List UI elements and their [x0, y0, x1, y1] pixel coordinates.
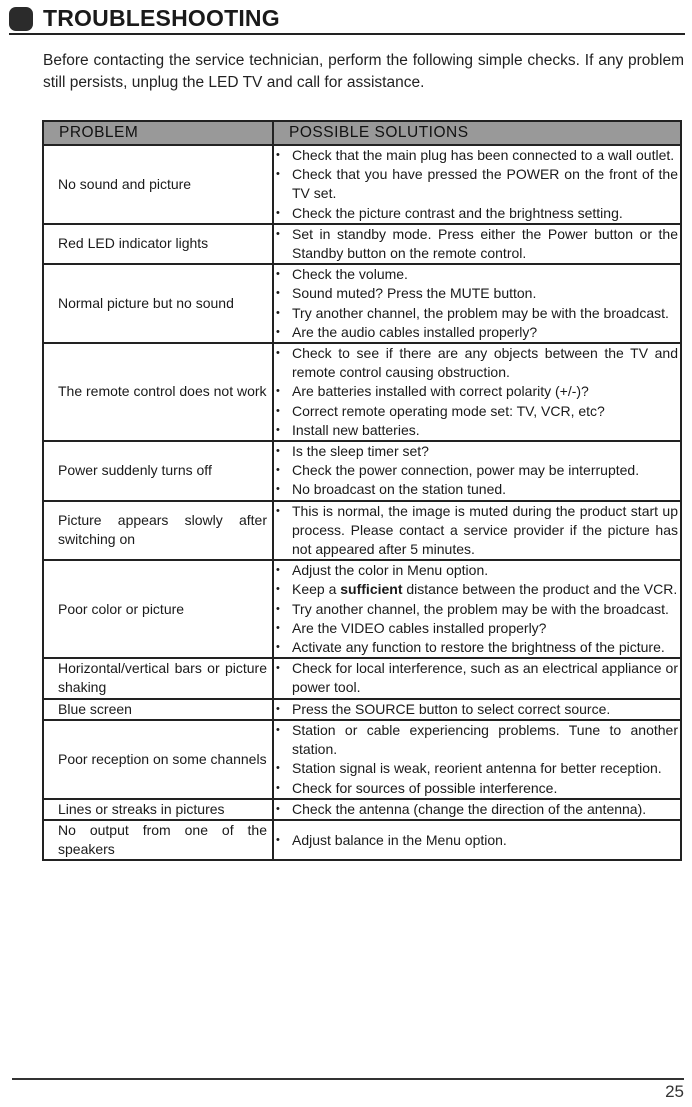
section-bullet-icon: [9, 7, 33, 31]
solution-item: • Correct remote operating mode set: TV, VCR, etc?: [276, 402, 678, 421]
table-body: [43, 145, 681, 860]
solutions-cell: [273, 501, 681, 561]
table-row: [43, 560, 681, 658]
solutions-cell: [273, 145, 681, 224]
solutions-cell: [273, 820, 681, 860]
solution-item: • Is the sleep timer set?: [276, 442, 678, 461]
page-number: 25: [665, 1082, 684, 1101]
solution-item: • Are the VIDEO cables installed properly?: [276, 619, 678, 638]
table-header-row: [43, 121, 681, 145]
solutions-cell: [273, 699, 681, 720]
solution-item: • Are batteries installed with correct polarity (+/-)?: [276, 382, 678, 401]
footer-rule: [12, 1078, 684, 1080]
solution-item: • Station or cable experiencing problems. Tune to another station.: [276, 721, 678, 759]
solution-item: • Adjust the color in Menu option.: [276, 561, 678, 580]
solution-item: • Check for local interference, such as an electrical appliance or power tool.: [276, 659, 678, 697]
solution-item: • Check to see if there are any objects between the TV and remote control causing obstruction.: [276, 344, 678, 382]
solutions-cell: [273, 720, 681, 799]
problem-cell: Red LED indicator lights: [43, 224, 273, 264]
table-row: [43, 224, 681, 264]
solution-item: • No broadcast on the station tuned.: [276, 480, 678, 499]
table-row: [43, 501, 681, 561]
solutions-cell: [273, 343, 681, 441]
problem-cell: Normal picture but no sound: [43, 264, 273, 343]
solution-item: • Check for sources of possible interference.: [276, 779, 678, 798]
solution-item: • Check the volume.: [276, 265, 678, 284]
solution-item: • Set in standby mode. Press either the Power button or the Standby button on the remote control.: [276, 225, 678, 263]
solution-item: • Try another channel, the problem may be with the broadcast.: [276, 304, 678, 323]
solutions-cell: [273, 560, 681, 658]
solution-emphasis: sufficient: [340, 581, 403, 598]
solutions-cell: [273, 264, 681, 343]
intro-paragraph: Before contacting the service technician, perform the following simple checks. If any problem still persists, unplug the LED TV and call for assistance.: [43, 52, 684, 91]
solution-item: • Are the audio cables installed properly?: [276, 323, 678, 342]
solution-item: • Check that the main plug has been connected to a wall outlet.: [276, 146, 678, 165]
solution-item: • Sound muted? Press the MUTE button.: [276, 284, 678, 303]
solutions-cell: [273, 224, 681, 264]
problem-cell: Power suddenly turns off: [43, 441, 273, 501]
solutions-list: [276, 146, 678, 223]
solutions-cell: [273, 441, 681, 501]
solution-item: • Install new batteries.: [276, 421, 678, 440]
table-row: [43, 264, 681, 343]
table-row: [43, 799, 681, 820]
solutions-list: [276, 800, 678, 819]
section-header: [9, 3, 685, 33]
troubleshooting-table: [42, 120, 682, 861]
problem-cell: Poor color or picture: [43, 560, 273, 658]
table-row: [43, 699, 681, 720]
solutions-list: [276, 502, 678, 560]
solution-item: • This is normal, the image is muted during the product start up process. Please contact a service provider if the picture has not appeared after 5 minutes.: [276, 502, 678, 560]
title-underline: [9, 33, 685, 35]
table-row: [43, 441, 681, 501]
solutions-cell: [273, 799, 681, 820]
table-row: [43, 820, 681, 860]
problem-cell: No output from one of the speakers: [43, 820, 273, 860]
solutions-cell: [273, 658, 681, 698]
solutions-list: [276, 265, 678, 342]
problem-cell: Picture appears slowly after switching on: [43, 501, 273, 561]
solution-item: • Check the power connection, power may be interrupted.: [276, 461, 678, 480]
solution-item: • Check the picture contrast and the brightness setting.: [276, 204, 678, 223]
problem-cell: Lines or streaks in pictures: [43, 799, 273, 820]
solution-item: • Press the SOURCE button to select correct source.: [276, 700, 678, 719]
page-title: TROUBLESHOOTING: [43, 5, 280, 31]
solutions-list: [276, 721, 678, 798]
solution-item: • Adjust balance in the Menu option.: [276, 831, 678, 850]
solution-item: [276, 580, 678, 599]
problem-cell: No sound and picture: [43, 145, 273, 224]
solutions-list: [276, 561, 678, 657]
column-header-solutions: POSSIBLE SOLUTIONS: [273, 121, 681, 145]
solutions-list: [276, 700, 678, 719]
column-header-problem: PROBLEM: [43, 121, 273, 145]
solution-item: • Try another channel, the problem may be with the broadcast.: [276, 600, 678, 619]
solution-text: distance between the product and the VCR.: [402, 581, 678, 598]
table-row: [43, 720, 681, 799]
solutions-list: [276, 831, 678, 850]
problem-cell: Horizontal/vertical bars or picture shaking: [43, 658, 273, 698]
problem-cell: Poor reception on some channels: [43, 720, 273, 799]
solution-text: Keep a: [292, 581, 341, 598]
solutions-list: [276, 225, 678, 263]
solutions-list: [276, 442, 678, 500]
table-row: [43, 343, 681, 441]
solution-item: • Check the antenna (change the direction of the antenna).: [276, 800, 678, 819]
problem-cell: The remote control does not work: [43, 343, 273, 441]
solution-item: • Station signal is weak, reorient antenna for better reception.: [276, 759, 678, 778]
solutions-list: [276, 659, 678, 697]
problem-cell: Blue screen: [43, 699, 273, 720]
solution-item: • Activate any function to restore the brightness of the picture.: [276, 638, 678, 657]
table-row: [43, 658, 681, 698]
table-row: [43, 145, 681, 224]
solutions-list: [276, 344, 678, 440]
solution-item: • Check that you have pressed the POWER on the front of the TV set.: [276, 165, 678, 203]
